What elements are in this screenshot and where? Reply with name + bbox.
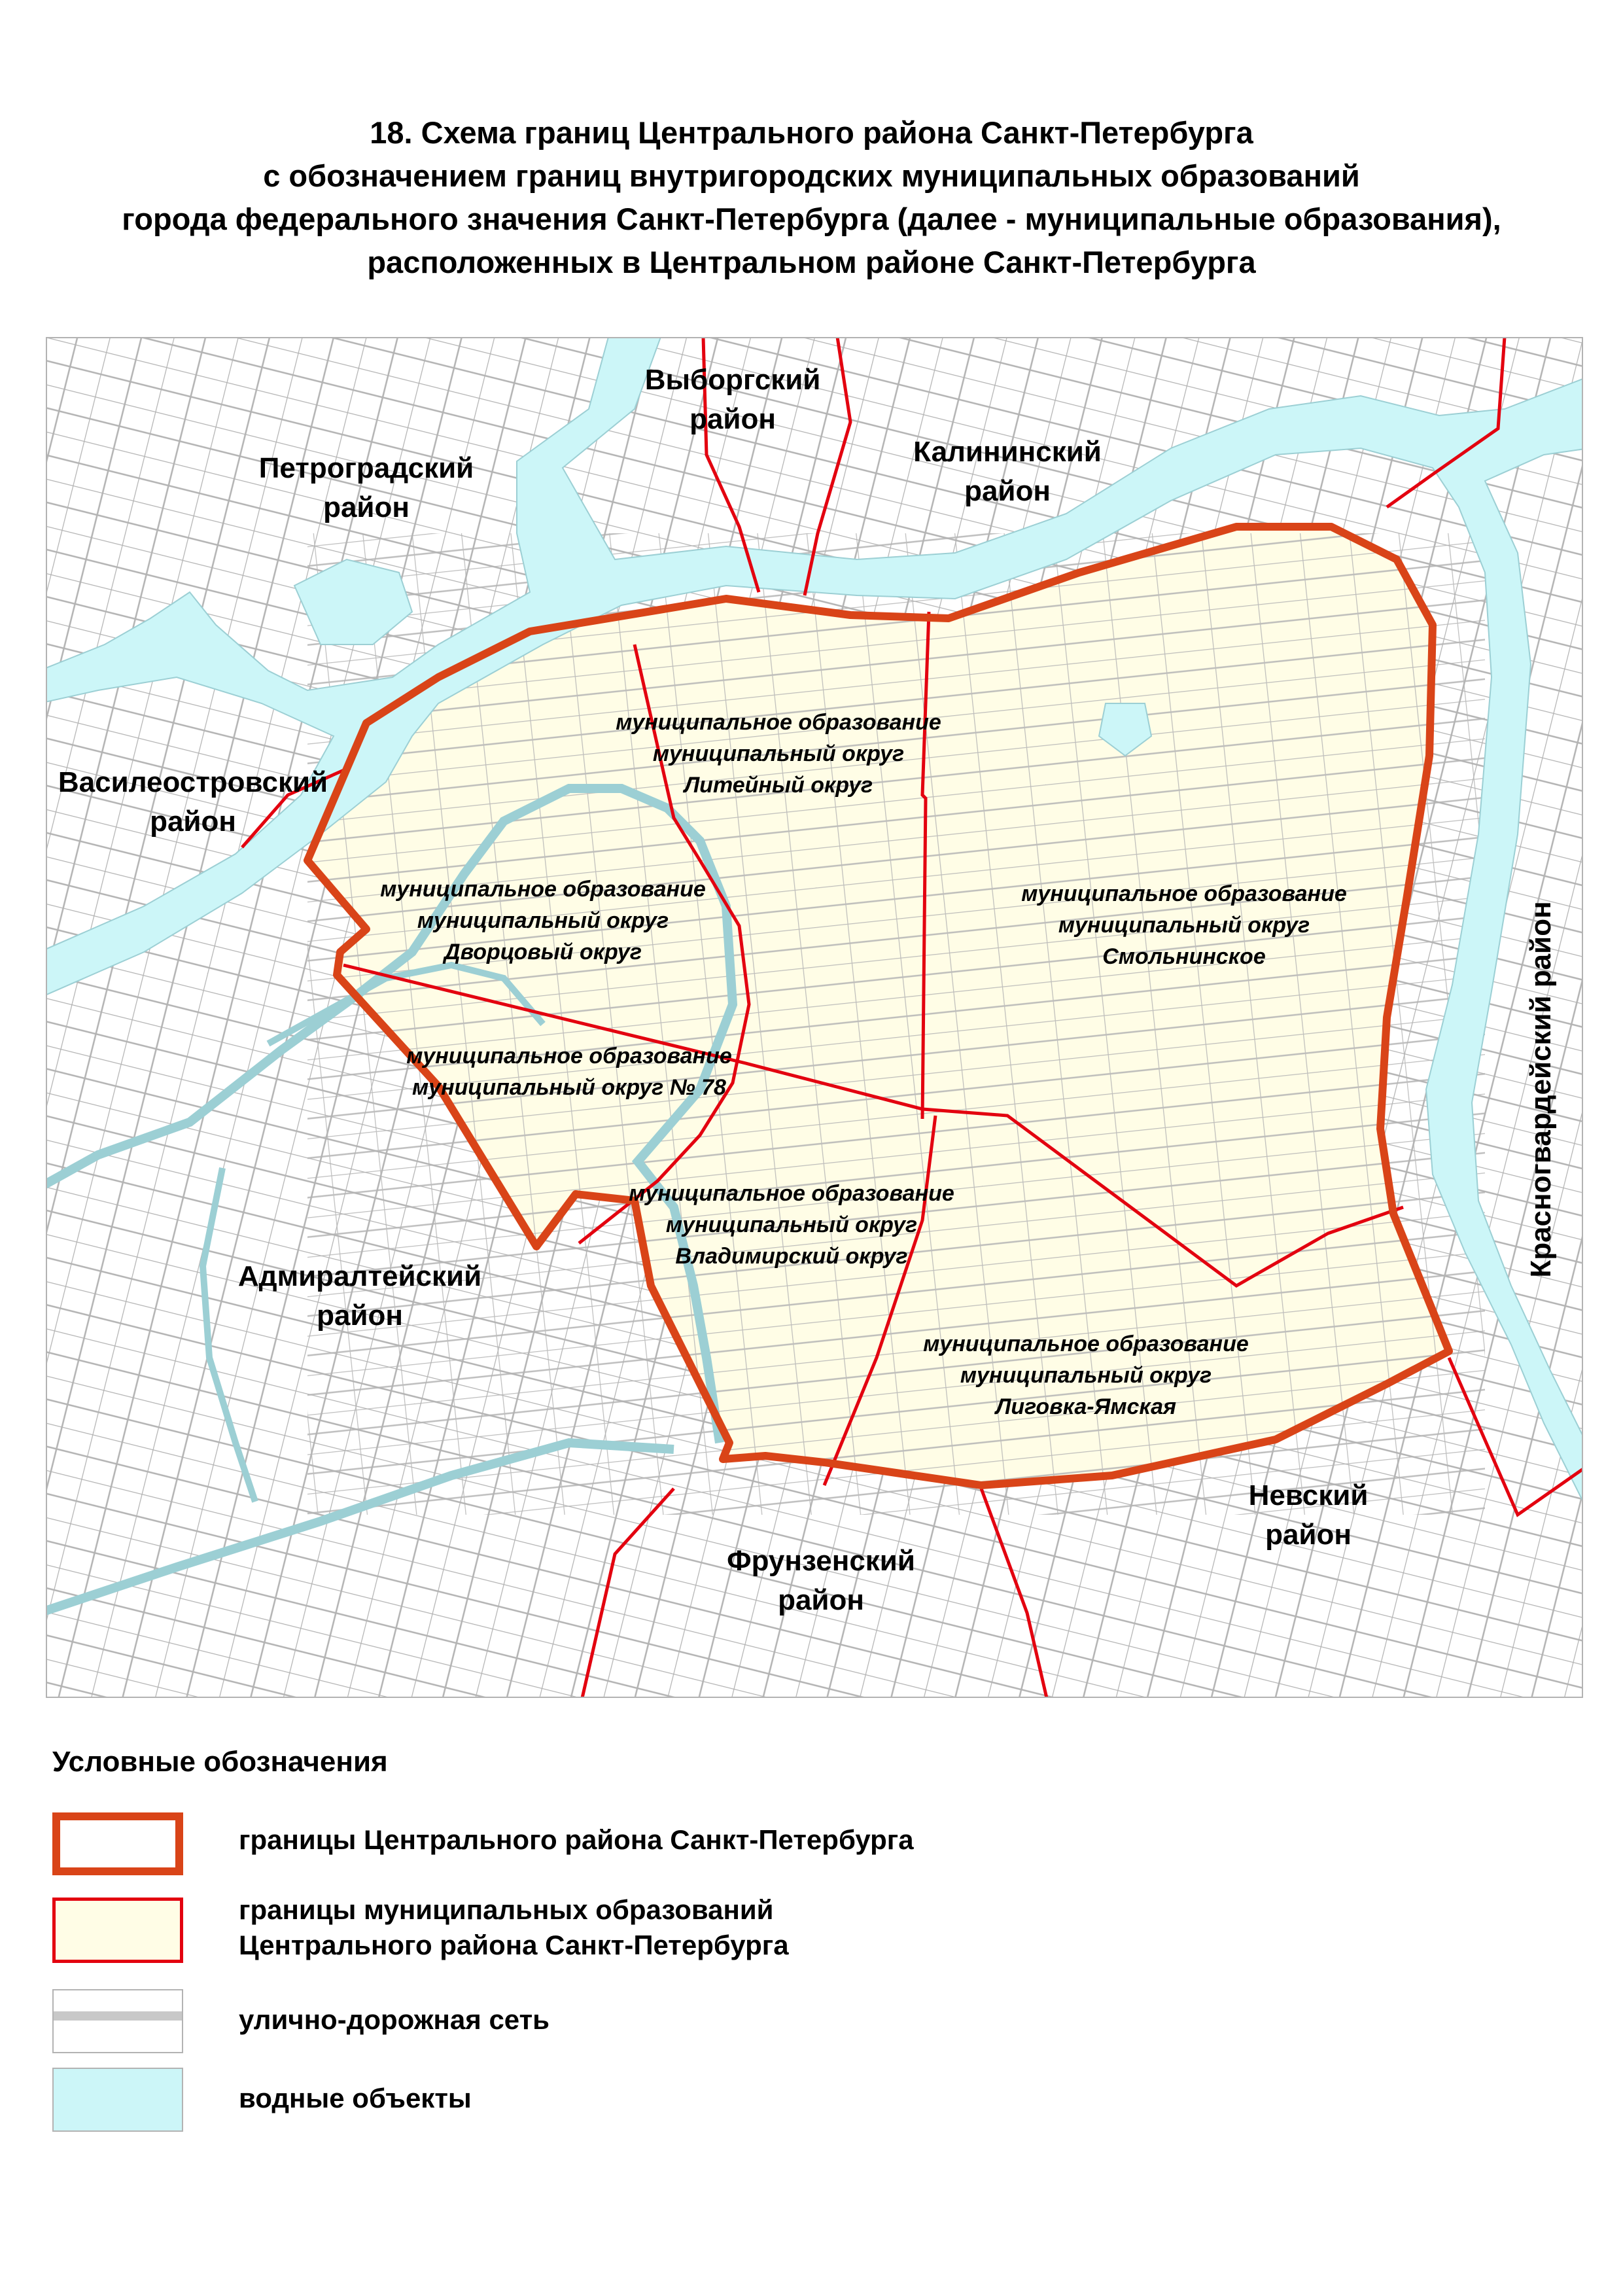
label-vasileostrovsky: Василеостровский район <box>58 766 328 838</box>
legend-label-district-border: границы Центрального района Санкт-Петербурга <box>239 1824 914 1855</box>
label-kalininsky: Калининский район <box>913 436 1102 507</box>
label-petrogradsky: Петроградский район <box>258 452 474 523</box>
title-line-3: города федерального значения Санкт-Петербурга (далее - муниципальные образования), <box>122 202 1501 236</box>
legend-swatch-district-border <box>52 1812 183 1875</box>
central-district-map[interactable] <box>46 337 1583 1698</box>
label-muni-smolninskoe: муниципальное образование муниципальный округ Смольнинское <box>1021 881 1347 969</box>
street-network-center <box>307 533 1485 1515</box>
title-line-2: с обозначением границ внутригородских муниципальных образований <box>263 158 1360 193</box>
label-krasnogvardeysky: Красногвардейский район <box>1525 901 1557 1278</box>
legend-title: Условные обозначения <box>52 1746 388 1778</box>
title-line-4: расположенных в Центральном районе Санкт-Петербурга <box>367 245 1256 279</box>
legend-swatch-water <box>52 2068 183 2132</box>
label-vyborgsky: Выборгский район <box>644 364 821 435</box>
legend-label-roads: улично-дорожная сеть <box>239 2004 550 2035</box>
label-admiralteysky: Адмиралтейский район <box>237 1260 482 1332</box>
label-nevsky: Невский район <box>1248 1479 1369 1551</box>
legend-label-municipal-border <box>239 1892 789 1963</box>
legend-swatch-roads <box>52 1989 183 2053</box>
label-muni-no78: муниципальное образование муниципальный округ № 78 <box>406 1044 732 1100</box>
legend-label-municipal-border-line1: границы муниципальных образований <box>239 1894 774 1925</box>
title-line-1: 18. Схема границ Центрального района Санкт-Петербурга <box>370 115 1253 150</box>
label-muni-dvortsovy: муниципальное образование муниципальный округ Дворцовый округ <box>380 877 706 964</box>
label-frunzensky: Фрунзенский район <box>727 1545 915 1616</box>
legend-swatch-municipal-border <box>52 1898 183 1963</box>
label-muni-ligovka: муниципальное образование муниципальный округ Лиговка-Ямская <box>923 1332 1249 1419</box>
legend-label-water: водные объекты <box>239 2083 472 2113</box>
legend-label-municipal-border-line2: Центрального района Санкт-Петербурга <box>239 1930 789 1960</box>
map-title <box>0 111 1623 284</box>
label-muni-vladimirsky: муниципальное образование муниципальный округ Владимирский округ <box>629 1181 954 1269</box>
label-muni-liteyny: муниципальное образование муниципальный округ Литейный округ <box>616 710 941 798</box>
